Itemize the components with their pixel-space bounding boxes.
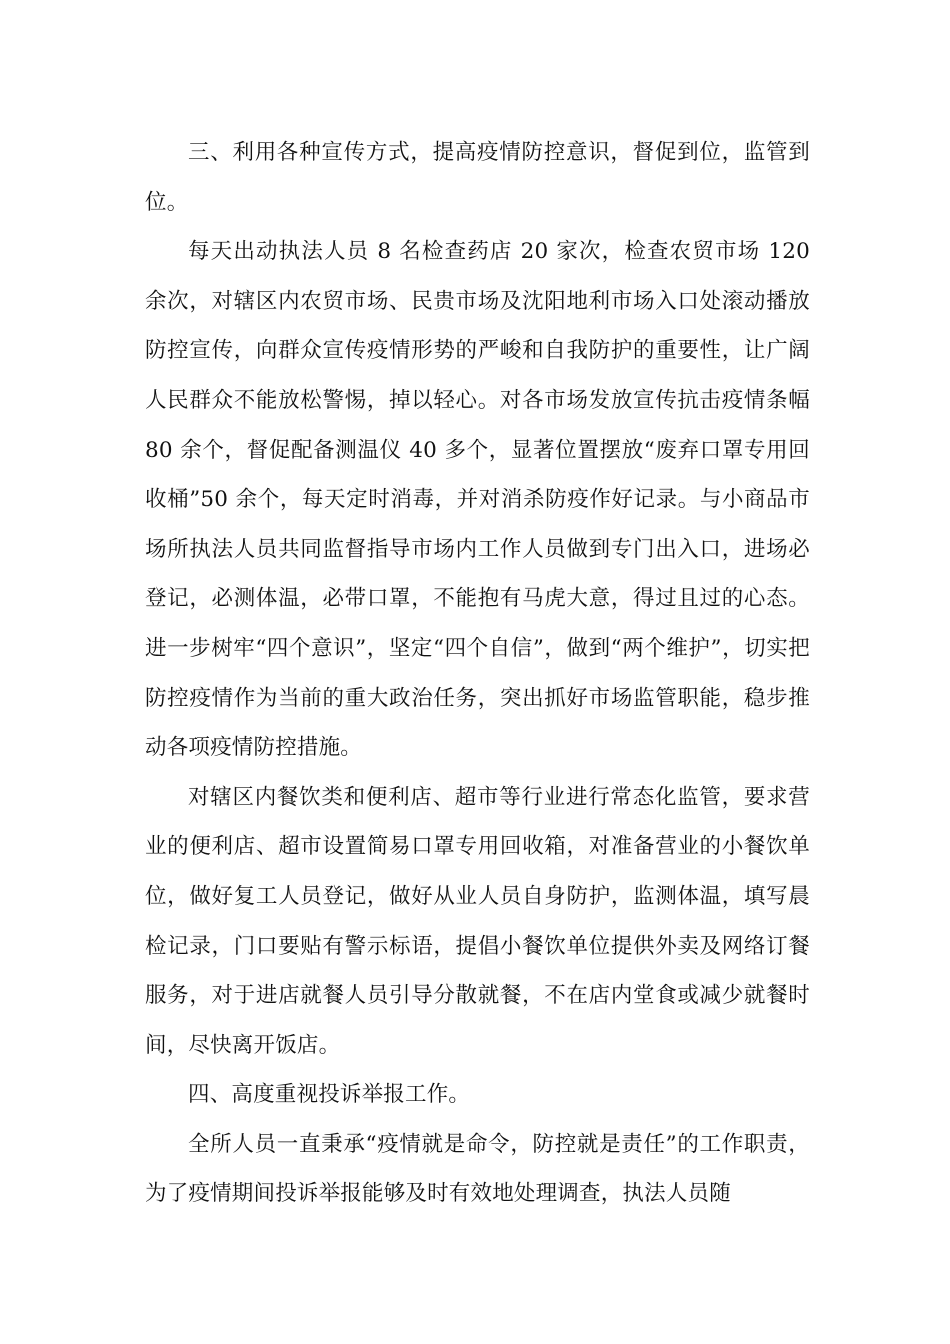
paragraph-catering-supervision: 对辖区内餐饮类和便利店、超市等行业进行常态化监管，要求营业的便利店、超市设置简易口罩专用回收箱，对准备营业的小餐饮单位，做好复工人员登记，做好从业人员自身防护，监测体温，填写晨检记录，门口要贴有警示标语，提倡小餐饮单位提供外卖及网络订餐服务，对于进店就餐人员引导分散就餐，不在店内堂食或减少就餐时间，尽快离开饭店。: [145, 784, 810, 1058]
section-heading-3: 三、利用各种宣传方式，提高疫情防控意识，督促到位，监管到位。: [145, 140, 810, 215]
section-heading-4: 四、高度重视投诉举报工作。: [188, 1082, 471, 1108]
document-body: [145, 128, 810, 1219]
paragraph-complaint-handling: 全所人员一直秉承“疫情就是命令，防控就是责任”的工作职责，为了疫情期间投诉举报能够及时有效地处理调查，执法人员随: [145, 1131, 810, 1207]
paragraph-market-inspection: 每天出动执法人员 8 名检查药店 20 家次，检查农贸市场 120 余次，对辖区内农贸市场、民贵市场及沈阳地利市场入口处滚动播放防控宣传，向群众宣传疫情形势的严峻和自我防护的重要性，让广阔人民群众不能放松警惕，掉以轻心。对各市场发放宣传抗击疫情条幅 80 余个，督促配备测温仪 40 多个，显著位置摆放“废弃口罩专用回收桶”50 余个，每天定时消毒，并对消杀防疫作好记录。与小商品市场所执法人员共同监督指导市场内工作人员做到专门出入口，进场必登记，必测体温，必带口罩，不能抱有马虎大意，得过且过的心态。进一步树牢“四个意识”，坚定“四个自信”，做到“两个维护”，切实把防控疫情作为当前的重大政治任务，突出抓好市场监管职能，稳步推动各项疫情防控措施。: [145, 239, 810, 761]
